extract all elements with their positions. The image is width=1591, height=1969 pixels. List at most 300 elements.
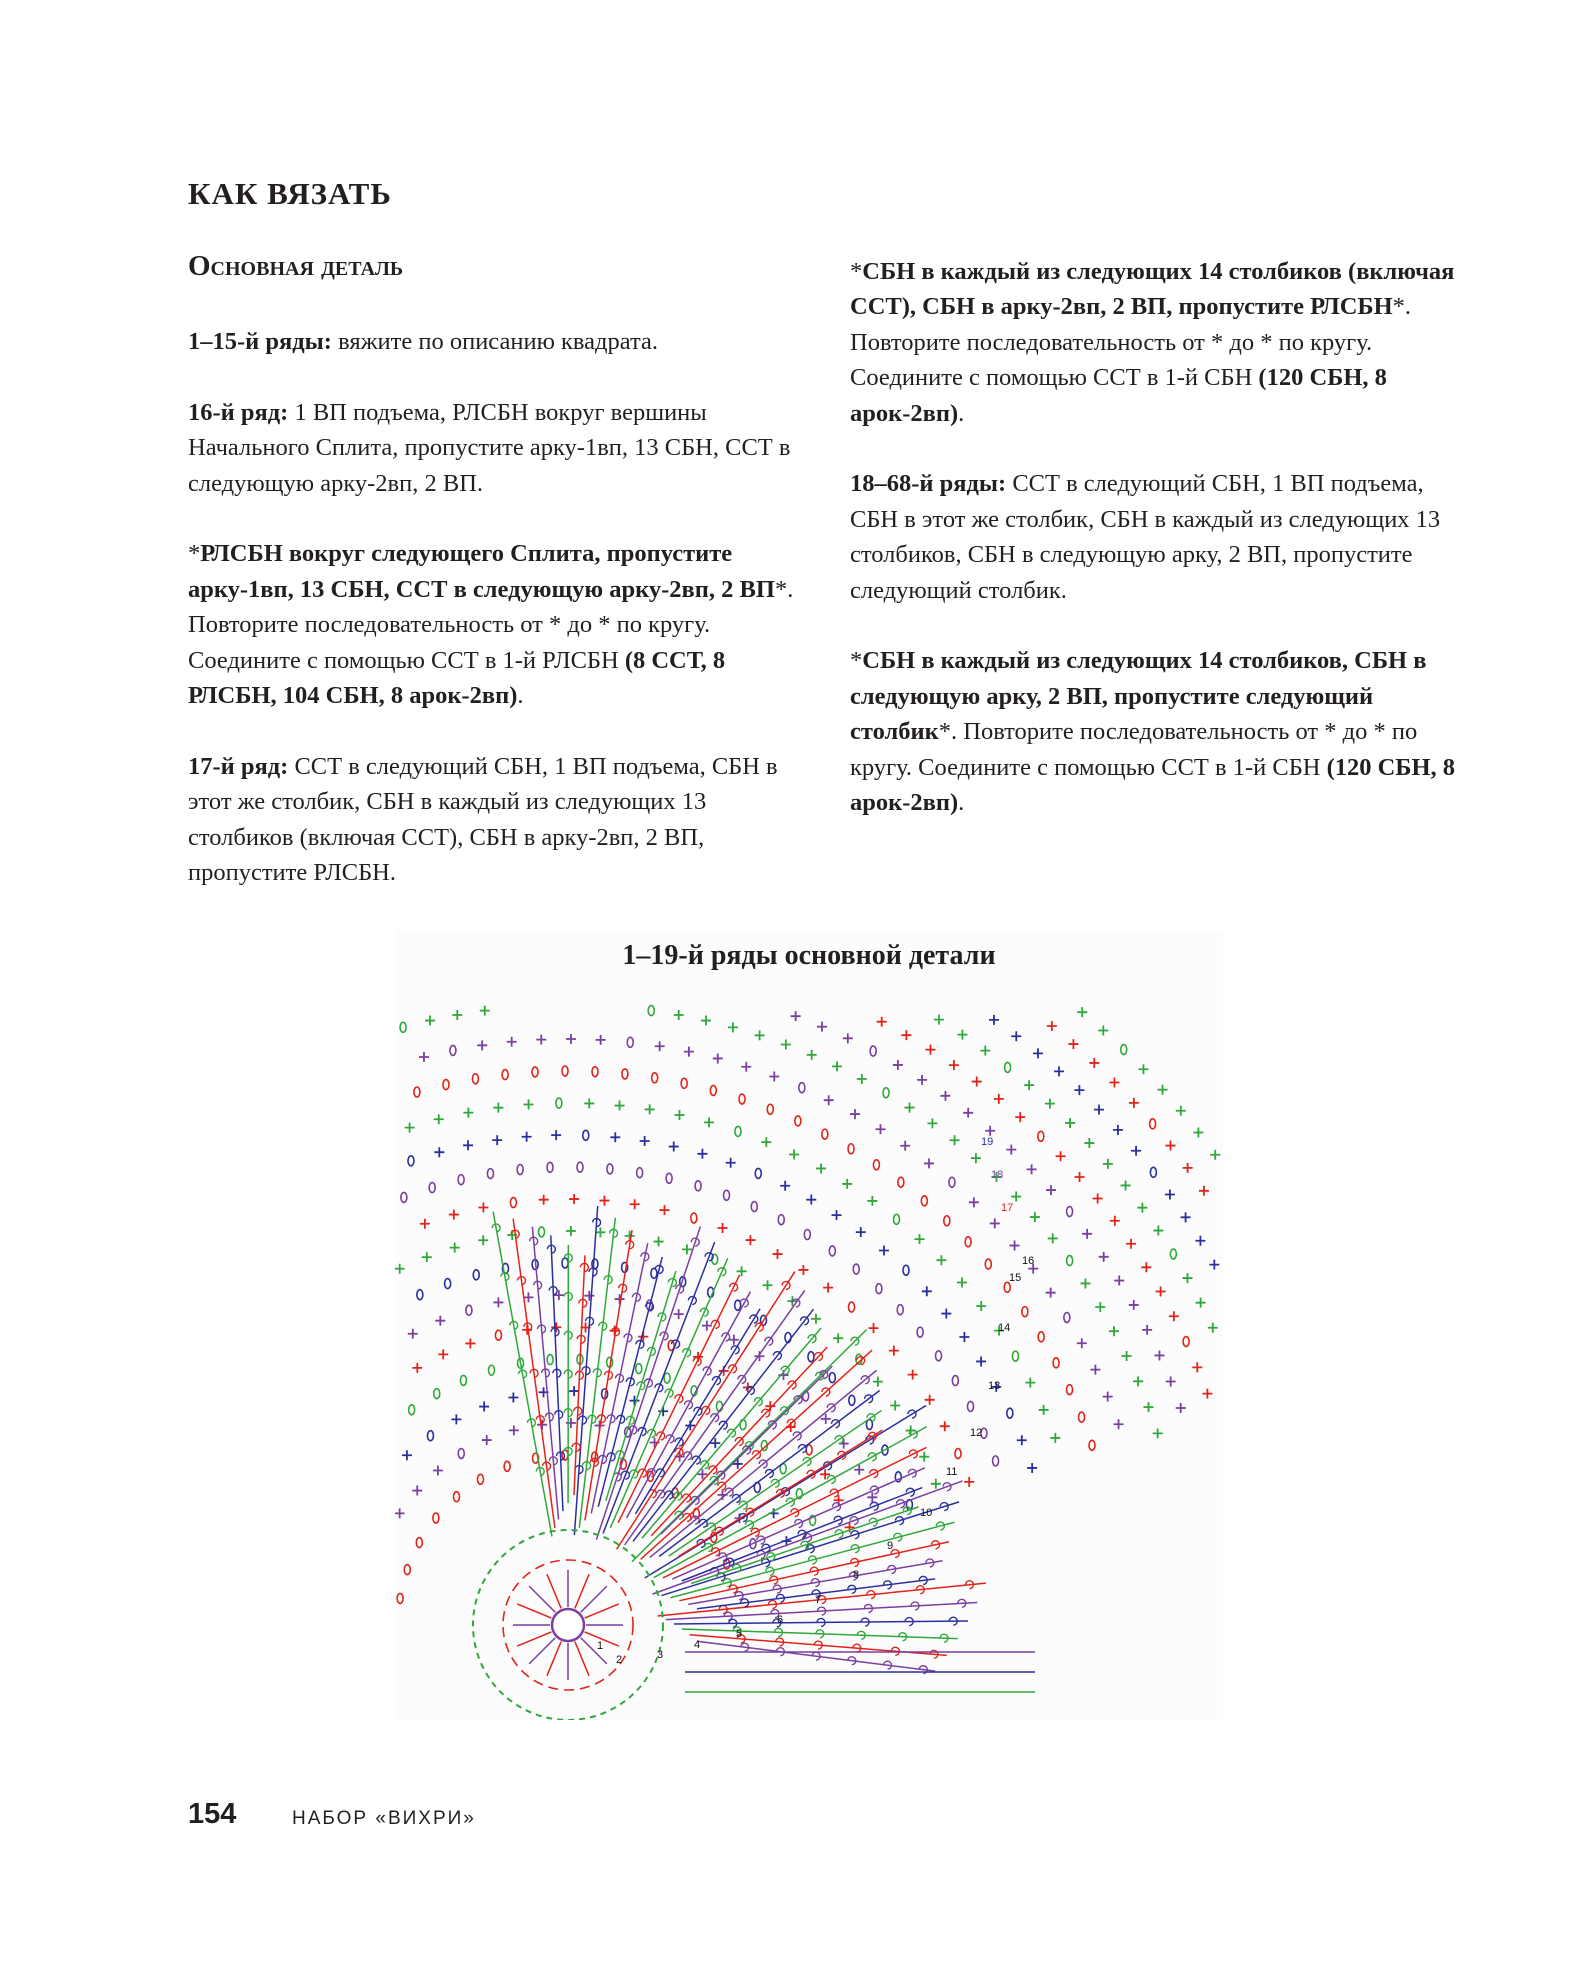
chain-stitch-symbol: [853, 1264, 859, 1274]
single-crochet-symbol: [478, 1235, 488, 1245]
single-crochet-symbol: [755, 1030, 765, 1040]
single-crochet-symbol: [1017, 1435, 1027, 1445]
single-crochet-symbol: [925, 1395, 935, 1405]
single-crochet-symbol: [976, 1301, 986, 1311]
center-spoke: [585, 1604, 619, 1618]
single-crochet-symbol: [940, 1421, 950, 1431]
single-crochet-symbol: [1154, 1350, 1164, 1360]
single-crochet-symbol: [702, 1321, 712, 1331]
center-spoke: [575, 1642, 589, 1676]
instruction-paragraph: [188, 324, 813, 359]
single-crochet-symbol: [927, 1118, 937, 1128]
single-crochet-symbol: [1094, 1105, 1104, 1115]
single-crochet-symbol: [1129, 1098, 1139, 1108]
single-crochet-symbol: [615, 1101, 625, 1111]
single-crochet-symbol: [551, 1322, 561, 1332]
single-crochet-symbol: [990, 1218, 1000, 1228]
single-crochet-symbol: [584, 1291, 594, 1301]
single-crochet-symbol: [985, 1126, 995, 1136]
single-crochet-symbol: [1050, 1433, 1060, 1443]
single-crochet-symbol: [509, 1425, 519, 1435]
text: 1 ВП подъема, РЛСБН вокруг вершины Начального Сплита, пропустите арку-1вп, 13 СБН, ССТ в следующую арку-2вп, 2 ВП.: [188, 398, 791, 497]
single-crochet-symbol: [950, 1135, 960, 1145]
single-crochet-symbol: [1065, 1118, 1075, 1128]
single-crochet-symbol: [1010, 1241, 1020, 1251]
crochet-diagram: [395, 930, 1223, 1720]
single-crochet-symbol: [875, 1124, 885, 1134]
single-crochet-symbol: [780, 1181, 790, 1191]
single-crochet-symbol: [405, 1123, 415, 1133]
single-crochet-symbol: [1068, 1039, 1078, 1049]
single-crochet-symbol: [1048, 1233, 1058, 1243]
single-crochet-symbol: [536, 1035, 546, 1045]
single-crochet-symbol: [1027, 1463, 1037, 1473]
single-crochet-symbol: [806, 1195, 816, 1205]
single-crochet-symbol: [1098, 1025, 1108, 1035]
single-crochet-symbol: [674, 1309, 684, 1319]
single-crochet-symbol: [463, 1108, 473, 1118]
single-crochet-symbol: [566, 1418, 576, 1428]
chain-stitch-symbol: [445, 1279, 451, 1289]
text: ССТ в следующий СБН, 1 ВП подъема, СБН в этот же столбик, СБН в каждый из следующих 13 столбиков, СБН в следующую арку, 2 ВП, пропустите следующий столбик.: [850, 470, 1441, 604]
chain-stitch-symbol: [443, 1080, 449, 1090]
single-crochet-symbol: [1047, 1021, 1057, 1031]
chain-stitch-symbol: [408, 1156, 414, 1166]
chain-stitch-symbol: [532, 1067, 538, 1077]
row-number-label: 18: [991, 1169, 1004, 1181]
chain-stitch-symbol: [562, 1066, 568, 1076]
single-crochet-symbol: [569, 1386, 579, 1396]
single-crochet-symbol: [508, 1392, 518, 1402]
chain-stitch-symbol: [495, 1330, 501, 1340]
chain-stitch-symbol: [429, 1183, 435, 1193]
single-crochet-symbol: [1046, 1288, 1056, 1298]
single-crochet-symbol: [1199, 1186, 1209, 1196]
chain-stitch-symbol: [1067, 1385, 1073, 1395]
chain-stitch-symbol: [488, 1365, 494, 1375]
chain-stitch-symbol: [652, 1073, 658, 1083]
instruction-paragraph: [850, 466, 1470, 608]
single-crochet-symbol: [420, 1219, 430, 1229]
chain-stitch-symbol: [404, 1565, 410, 1575]
chain-stitch-symbol: [648, 1006, 654, 1016]
single-crochet-symbol: [419, 1052, 429, 1062]
chain-stitch-symbol: [1089, 1440, 1095, 1450]
chain-stitch-symbol: [849, 1302, 855, 1312]
single-crochet-symbol: [1192, 1362, 1202, 1372]
single-crochet-symbol: [833, 1333, 843, 1343]
single-crochet-symbol: [630, 1199, 640, 1209]
chain-stitch-symbol: [949, 1177, 955, 1187]
chain-stitch-symbol: [510, 1198, 516, 1208]
chain-stitch-symbol: [955, 1449, 961, 1459]
single-crochet-symbol: [824, 1095, 834, 1105]
single-crochet-symbol: [1075, 1172, 1085, 1182]
single-crochet-symbol: [524, 1099, 534, 1109]
single-crochet-symbol: [772, 1249, 782, 1259]
chain-stitch-symbol: [487, 1169, 493, 1179]
chain-stitch-symbol: [724, 1190, 730, 1200]
single-crochet-symbol: [807, 1050, 817, 1060]
single-crochet-symbol: [893, 1060, 903, 1070]
row-number-label: 15: [1009, 1272, 1022, 1284]
center-spoke: [529, 1586, 555, 1612]
center-spoke: [517, 1632, 551, 1646]
row-number-label: 16: [1022, 1255, 1035, 1267]
single-crochet-symbol: [1095, 1302, 1105, 1312]
tall-stitch-spoke: [633, 1309, 813, 1541]
chain-stitch-symbol: [795, 1116, 801, 1126]
chain-stitch-symbol: [897, 1305, 903, 1315]
single-crochet-symbol: [1110, 1216, 1120, 1226]
row-number-label: 5: [736, 1628, 743, 1640]
single-crochet-symbol: [1133, 1376, 1143, 1386]
chain-stitch-symbol: [651, 1268, 657, 1278]
single-crochet-symbol: [1183, 1163, 1193, 1173]
single-crochet-symbol: [915, 1234, 925, 1244]
single-crochet-symbol: [1011, 1192, 1021, 1202]
single-crochet-symbol: [595, 1227, 605, 1237]
row-number-label: 12: [970, 1427, 983, 1439]
chain-stitch-symbol: [1150, 1119, 1156, 1129]
chain-stitch-symbol: [636, 1364, 642, 1374]
single-crochet-symbol: [1137, 1203, 1147, 1213]
single-crochet-symbol: [1114, 1419, 1124, 1429]
chain-stitch-symbol: [1150, 1167, 1156, 1177]
single-crochet-symbol: [1099, 1252, 1109, 1262]
single-crochet-symbol: [1202, 1389, 1212, 1399]
chain-stitch-symbol: [460, 1375, 466, 1385]
chain-stitch-symbol: [1038, 1131, 1044, 1141]
chain-stitch-symbol: [1064, 1313, 1070, 1323]
bold-text: 17-й ряд:: [188, 752, 295, 780]
center-spoke: [575, 1574, 589, 1608]
running-footer: НАБОР «ВИХРИ»: [292, 1808, 476, 1829]
single-crochet-symbol: [816, 1163, 826, 1173]
chain-stitch-symbol: [965, 1237, 971, 1247]
single-crochet-symbol: [769, 1072, 779, 1082]
single-crochet-symbol: [479, 1402, 489, 1412]
single-crochet-symbol: [1166, 1141, 1176, 1151]
single-crochet-symbol: [449, 1210, 459, 1220]
chain-stitch-symbol: [799, 1083, 805, 1093]
chain-stitch-symbol: [936, 1351, 942, 1361]
row-number-label: 6: [777, 1614, 784, 1626]
single-crochet-symbol: [1109, 1326, 1119, 1336]
single-crochet-symbol: [972, 1077, 982, 1087]
single-crochet-symbol: [1033, 1048, 1043, 1058]
single-crochet-symbol: [412, 1486, 422, 1496]
single-crochet-symbol: [1030, 1212, 1040, 1222]
single-crochet-symbol: [925, 1045, 935, 1055]
single-crochet-symbol: [480, 1006, 490, 1016]
chain-stitch-symbol: [767, 1104, 773, 1114]
chain-stitch-symbol: [517, 1165, 523, 1175]
single-crochet-symbol: [493, 1103, 503, 1113]
row-number-label: 11: [946, 1466, 958, 1478]
chain-stitch-symbol: [666, 1173, 672, 1183]
row-number-label: 19: [981, 1136, 994, 1148]
single-crochet-symbol: [941, 1309, 951, 1319]
bold-text: (120 СБН, 8 арок-2вп): [850, 753, 1456, 817]
chain-stitch-symbol: [637, 1168, 643, 1178]
chain-stitch-symbol: [472, 1074, 478, 1084]
single-crochet-symbol: [1046, 1185, 1056, 1195]
single-crochet-symbol: [451, 1414, 461, 1424]
single-crochet-symbol: [934, 1015, 944, 1025]
single-crochet-symbol: [922, 1286, 932, 1296]
single-crochet-symbol: [1182, 1273, 1192, 1283]
text: *: [850, 647, 863, 675]
chain-stitch-symbol: [414, 1087, 420, 1097]
single-crochet-symbol: [477, 1040, 487, 1050]
single-crochet-symbol: [890, 1400, 900, 1410]
chain-stitch-symbol: [502, 1070, 508, 1080]
chain-stitch-symbol: [592, 1067, 598, 1077]
single-crochet-symbol: [924, 1158, 934, 1168]
single-crochet-symbol: [1141, 1262, 1151, 1272]
single-crochet-symbol: [682, 1244, 692, 1254]
single-crochet-symbol: [1122, 1351, 1132, 1361]
chain-stitch-symbol: [873, 1160, 879, 1170]
single-crochet-symbol: [422, 1252, 432, 1262]
single-crochet-symbol: [493, 1297, 503, 1307]
row-number-label: 3: [657, 1649, 664, 1661]
center-spoke: [529, 1638, 555, 1664]
single-crochet-symbol: [640, 1136, 650, 1146]
chain-stitch-symbol: [944, 1216, 950, 1226]
single-crochet-symbol: [989, 1015, 999, 1025]
chain-stitch-symbol: [427, 1431, 433, 1441]
single-crochet-symbol: [1153, 1428, 1163, 1438]
single-crochet-symbol: [596, 1035, 606, 1045]
single-crochet-symbol: [1209, 1260, 1219, 1270]
chain-stitch-symbol: [804, 1229, 810, 1239]
chain-stitch-symbol: [1012, 1351, 1018, 1361]
single-crochet-symbol: [1156, 1287, 1166, 1297]
chain-stitch-symbol: [751, 1202, 757, 1212]
chain-stitch-symbol: [808, 1352, 814, 1362]
chain-stitch-symbol: [477, 1474, 483, 1484]
single-crochet-symbol: [817, 1022, 827, 1032]
single-crochet-symbol: [868, 1323, 878, 1333]
single-crochet-symbol: [1082, 1229, 1092, 1239]
page-number: 154: [188, 1798, 237, 1830]
single-crochet-symbol: [957, 1030, 967, 1040]
single-crochet-symbol: [791, 1011, 801, 1021]
chain-stitch-symbol: [870, 1046, 876, 1056]
single-crochet-symbol: [994, 1094, 1004, 1104]
single-crochet-symbol: [1039, 1405, 1049, 1415]
single-crochet-symbol: [1080, 1278, 1090, 1288]
single-crochet-symbol: [655, 1041, 665, 1051]
single-crochet-symbol: [964, 1477, 974, 1487]
single-crochet-symbol: [726, 1158, 736, 1168]
instruction-paragraph: [188, 536, 813, 713]
single-crochet-symbol: [1143, 1402, 1153, 1412]
chain-stitch-symbol: [829, 1246, 835, 1256]
row-number-label: 9: [887, 1540, 894, 1552]
single-crochet-symbol: [482, 1435, 492, 1445]
single-crochet-symbol: [478, 1202, 488, 1212]
single-crochet-symbol: [522, 1132, 532, 1142]
row-number-label: 13: [988, 1380, 1001, 1392]
single-crochet-symbol: [1093, 1194, 1103, 1204]
single-crochet-symbol: [820, 1469, 830, 1479]
single-crochet-symbol: [674, 1110, 684, 1120]
single-crochet-symbol: [395, 1508, 405, 1518]
single-crochet-symbol: [610, 1132, 620, 1142]
single-crochet-symbol: [761, 1137, 771, 1147]
chain-stitch-symbol: [547, 1162, 553, 1172]
single-crochet-symbol: [1129, 1300, 1139, 1310]
single-crochet-symbol: [857, 1074, 867, 1084]
chain-stitch-symbol: [883, 1088, 889, 1098]
single-crochet-symbol: [980, 1046, 990, 1056]
single-crochet-symbol: [1089, 1058, 1099, 1068]
single-crochet-symbol: [1024, 1080, 1034, 1090]
bold-text: 18–68-й ряды:: [850, 470, 1013, 498]
single-crochet-symbol: [566, 1226, 576, 1236]
single-crochet-symbol: [566, 1034, 576, 1044]
chain-stitch-symbol: [562, 1258, 568, 1268]
section-heading: КАК ВЯЗАТЬ: [188, 176, 392, 211]
single-crochet-symbol: [425, 1016, 435, 1026]
single-crochet-symbol: [900, 1141, 910, 1151]
single-crochet-symbol: [737, 1266, 747, 1276]
chain-stitch-symbol: [778, 1215, 784, 1225]
single-crochet-symbol: [452, 1010, 462, 1020]
chain-stitch-symbol: [710, 1085, 716, 1095]
chain-stitch-symbol: [397, 1593, 403, 1603]
chain-stitch-symbol: [450, 1045, 456, 1055]
single-crochet-symbol: [949, 1060, 959, 1070]
chain-stitch-symbol: [695, 1181, 701, 1191]
single-crochet-symbol: [412, 1363, 422, 1373]
instruction-paragraph: [850, 643, 1470, 820]
single-crochet-symbol: [908, 1370, 918, 1380]
text: вяжите по описанию квадрата.: [338, 328, 658, 355]
single-crochet-symbol: [873, 1377, 883, 1387]
single-crochet-symbol: [1169, 1311, 1179, 1321]
single-crochet-symbol: [1126, 1239, 1136, 1249]
single-crochet-symbol: [408, 1329, 418, 1339]
single-crochet-symbol: [625, 1231, 635, 1241]
single-crochet-symbol: [919, 1452, 929, 1462]
single-crochet-symbol: [434, 1147, 444, 1157]
single-crochet-symbol: [971, 1153, 981, 1163]
chain-stitch-symbol: [1067, 1207, 1073, 1217]
single-crochet-symbol: [781, 1040, 791, 1050]
diagram-title: 1–19-й ряды основной детали: [622, 940, 996, 971]
single-crochet-symbol: [1011, 1031, 1021, 1041]
single-crochet-symbol: [1056, 1151, 1066, 1161]
row-number-label: 1: [597, 1640, 604, 1652]
chain-stitch-symbol: [1121, 1045, 1127, 1055]
single-crochet-symbol: [465, 1338, 475, 1348]
tall-stitch-spoke: [691, 1507, 918, 1584]
single-crochet-symbol: [1176, 1106, 1186, 1116]
single-crochet-symbol: [867, 1196, 877, 1206]
single-crochet-symbol: [728, 1022, 738, 1032]
tall-stitch-spoke: [650, 1370, 877, 1557]
left-text-column: [188, 324, 813, 926]
chain-stitch-symbol: [401, 1192, 407, 1202]
single-crochet-symbol: [1015, 1112, 1025, 1122]
tall-stitch-spoke: [513, 1219, 555, 1528]
single-crochet-symbol: [507, 1037, 517, 1047]
chain-stitch-symbol: [607, 1164, 613, 1174]
single-crochet-symbol: [917, 1075, 927, 1085]
text: ССТ в следующий СБН, 1 ВП подъема, СБН в этот же столбик, СБН в каждый из следующих 13 столбиков (включая ССТ), СБН в арку-2вп, 2 ВП, пропустите РЛСБН.: [188, 752, 778, 887]
single-crochet-symbol: [905, 1103, 915, 1113]
single-crochet-symbol: [697, 1149, 707, 1159]
single-crochet-symbol: [963, 1108, 973, 1118]
chain-stitch-symbol: [583, 1130, 589, 1140]
single-crochet-symbol: [1045, 1099, 1055, 1109]
text: *. Повторите последовательность от * до * по кругу. Соедините с помощью ССТ в 1-й РЛСБН: [188, 575, 794, 674]
chain-stitch-symbol: [504, 1461, 510, 1471]
single-crochet-symbol: [1196, 1298, 1206, 1308]
single-crochet-symbol: [551, 1130, 561, 1140]
center-spoke: [517, 1604, 551, 1618]
single-crochet-symbol: [1006, 1145, 1016, 1155]
text: *: [850, 258, 863, 285]
chain-stitch-symbol: [898, 1177, 904, 1187]
single-crochet-symbol: [1074, 1085, 1084, 1095]
chain-stitch-symbol: [577, 1162, 583, 1172]
single-crochet-symbol: [832, 1061, 842, 1071]
row-number-label: 17: [1001, 1202, 1014, 1214]
chain-stitch-symbol: [1022, 1307, 1028, 1317]
single-crochet-symbol: [901, 1030, 911, 1040]
bold-text: 16-й ряд:: [188, 398, 295, 426]
chain-stitch-symbol: [458, 1175, 464, 1185]
single-crochet-symbol: [1193, 1127, 1203, 1137]
chain-stitch-symbol: [1079, 1412, 1085, 1422]
single-crochet-symbol: [1109, 1078, 1119, 1088]
tall-stitch-spoke: [635, 1309, 760, 1514]
single-crochet-symbol: [745, 1235, 755, 1245]
single-crochet-symbol: [659, 1205, 669, 1215]
single-crochet-symbol: [1176, 1403, 1186, 1413]
single-crochet-symbol: [843, 1033, 853, 1043]
single-crochet-symbol: [1181, 1212, 1191, 1222]
single-crochet-symbol: [1210, 1150, 1220, 1160]
single-crochet-symbol: [1166, 1377, 1176, 1387]
chain-stitch-symbol: [1067, 1256, 1073, 1266]
single-crochet-symbol: [704, 1117, 714, 1127]
single-crochet-symbol: [463, 1140, 473, 1150]
chain-stitch-symbol: [903, 1265, 909, 1275]
bold-text: РЛСБН вокруг следующего Сплита, пропустите арку-1вп, 13 СБН, ССТ в следующую арку-2вп, 2 ВП: [188, 540, 775, 603]
chain-stitch-symbol: [1007, 1408, 1013, 1418]
chain-stitch-symbol: [417, 1290, 423, 1300]
tall-stitch-spoke: [493, 1212, 552, 1537]
single-crochet-symbol: [554, 1290, 564, 1300]
single-crochet-symbol: [395, 1264, 405, 1274]
chain-stitch-symbol: [822, 1129, 828, 1139]
chain-stitch-symbol: [952, 1376, 958, 1386]
center-spoke: [581, 1586, 607, 1612]
chain-stitch-symbol: [400, 1022, 406, 1032]
chain-stitch-symbol: [538, 1227, 544, 1237]
single-crochet-symbol: [645, 1104, 655, 1114]
single-crochet-symbol: [1027, 1164, 1037, 1174]
single-crochet-symbol: [433, 1465, 443, 1475]
single-crochet-symbol: [1077, 1338, 1087, 1348]
chain-stitch-symbol: [894, 1214, 900, 1224]
